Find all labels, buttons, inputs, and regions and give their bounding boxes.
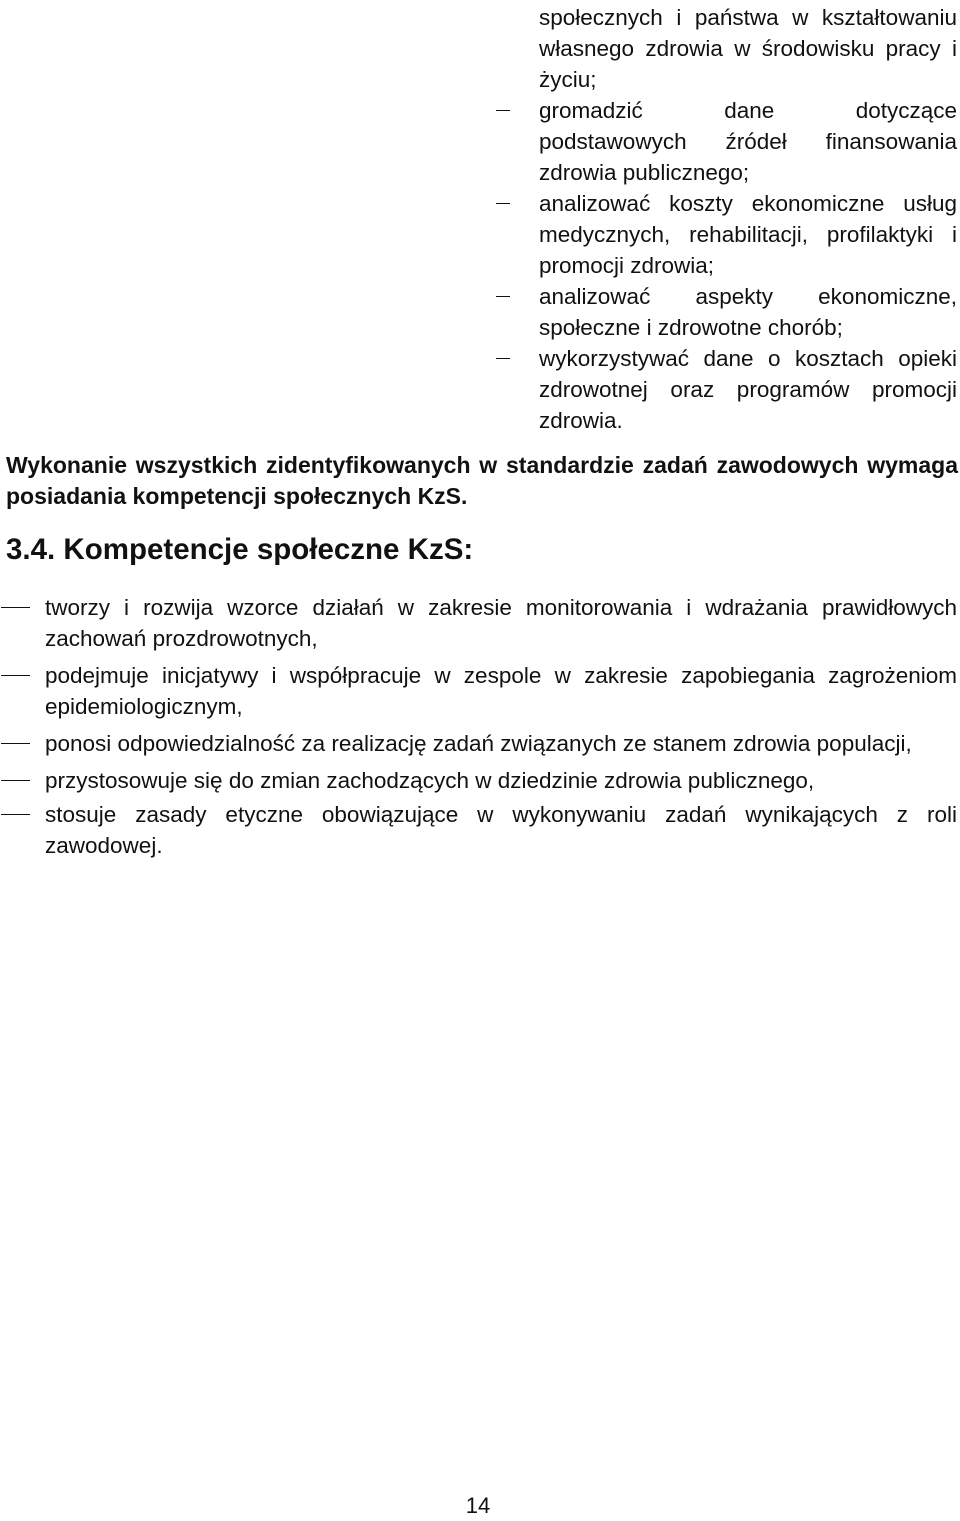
list-item — [45, 592, 957, 654]
list-item-text: wykorzystywać dane o kosztach opieki zdrowotnej oraz programów promocji zdrowia. — [539, 346, 957, 433]
dash-bullet — [1, 743, 30, 744]
list-item — [45, 660, 957, 722]
list-item — [45, 799, 957, 861]
list-item-text: tworzy i rozwija wzorce działań w zakresie monitorowania i wdrażania prawidłowych zachowań prozdrowotnych, — [45, 595, 957, 651]
list-item-text: stosuje zasady etyczne obowiązujące w wykonywaniu zadań wynikających z roli zawodowej. — [45, 802, 957, 858]
list-item-text: przystosowuje się do zmian zachodzących w dziedzinie zdrowia publicznego, — [45, 768, 815, 793]
dash-bullet — [1, 607, 30, 608]
dash-bullet — [1, 814, 30, 815]
page-number-text: 14 — [465, 1493, 491, 1518]
dash-bullet — [496, 110, 510, 111]
dash-bullet — [496, 358, 510, 359]
competences-list — [45, 592, 957, 867]
summary-paragraph: Wykonanie wszystkich zidentyfikowanych w standardzie zadań zawodowych wymaga posiadania kompetencji społecznych KzS. — [6, 452, 958, 509]
continuation-list — [539, 95, 957, 436]
list-item-text: analizować koszty ekonomiczne usług medycznych, rehabilitacji, profilaktyki i promocji zdrowia; — [539, 191, 957, 278]
list-item — [45, 728, 957, 759]
dash-bullet — [496, 203, 510, 204]
continuation-column — [539, 2, 957, 436]
list-item-text: podejmuje inicjatywy i współpracuje w zespole w zakresie zapobiegania zagrożeniom epidemiologicznym, — [45, 663, 957, 719]
continuation-lead-text: społecznych i państwa w kształtowaniu własnego zdrowia w środowisku pracy i życiu; — [539, 5, 957, 92]
dash-bullet — [496, 296, 510, 297]
dash-bullet — [1, 780, 30, 781]
page-number — [0, 1494, 960, 1518]
list-item-text: analizować aspekty ekonomiczne, społeczne i zdrowotne chorób; — [539, 284, 957, 340]
list-item — [539, 281, 957, 343]
list-item-text: gromadzić dane dotyczące podstawowych źródeł finansowania zdrowia publicznego; — [539, 98, 957, 185]
list-item — [45, 765, 957, 796]
list-item-text: ponosi odpowiedzialność za realizację zadań związanych ze stanem zdrowia populacji, — [45, 731, 912, 756]
list-item — [539, 188, 957, 281]
dash-bullet — [1, 675, 30, 676]
list-item — [539, 95, 957, 188]
list-item — [539, 343, 957, 436]
section-heading: 3.4. Kompetencje społeczne KzS: — [6, 533, 474, 566]
